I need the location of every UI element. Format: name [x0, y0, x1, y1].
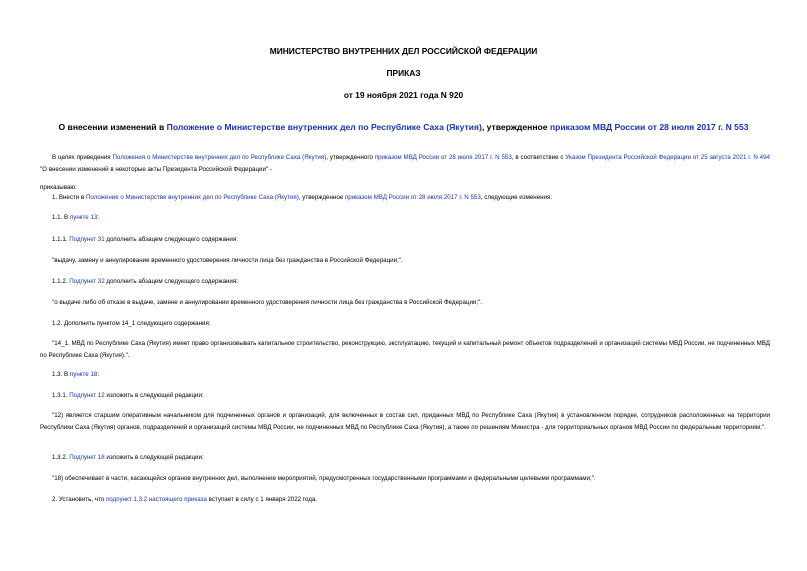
- item-1-1-1: [52, 234, 238, 246]
- item-1-1-text-2: :: [97, 214, 100, 221]
- item-2-link[interactable]: подпункт 1.3.2 настоящего приказа: [105, 496, 207, 503]
- item-1-1-2-text-2: дополнить абзацем следующего содержания:: [104, 278, 238, 285]
- ministry-heading: МИНИСТЕРСТВО ВНУТРЕННИХ ДЕЛ РОССИЙСКОЙ ФЕДЕРАЦИИ: [269, 46, 538, 56]
- item-1-1: [52, 212, 99, 224]
- item-1-3-2-link[interactable]: Подпункт 18: [69, 454, 105, 461]
- item-1-link-regulation[interactable]: Положение о Министерстве внутренних дел по Республике Саха (Якутия): [85, 194, 299, 201]
- item-1-1-1-text-2: дополнить абзацем следующего содержания:: [104, 236, 238, 243]
- preamble-link-order[interactable]: приказом МВД России от 28 июля 2017 г. N 553: [374, 154, 512, 161]
- item-1-3-2-text-1: 1.3.2.: [52, 454, 70, 461]
- item-1-1-2: [52, 276, 238, 288]
- item-1-3-1: [52, 390, 204, 402]
- item-2-text-2: вступает в силу с 1 января 2022 года.: [206, 496, 317, 503]
- orders-line: приказываю:: [40, 184, 77, 191]
- item-1-3: [52, 369, 99, 381]
- item-1-3-1-text-1: 1.3.1.: [52, 392, 70, 399]
- doc-type-heading: ПРИКАЗ: [386, 68, 421, 78]
- item-1-2: 1.2. Дополнить пунктом 14_1 следующего содержания:: [52, 320, 211, 327]
- item-1-3-text-2: :: [97, 371, 100, 378]
- preamble-text-2: , утвержденного: [326, 154, 375, 161]
- item-1-text-2: , утвержденное: [298, 194, 345, 201]
- item-1-text-1: 1. Внести в: [52, 194, 86, 201]
- quote-2: "о выдаче либо об отказе в выдаче, замене и аннулировании временного удостоверения личности лица без гражданства в Российской Федерации;".: [52, 299, 482, 306]
- item-1-1-text-1: 1.1. В: [52, 214, 70, 221]
- item-1-text-3: , следующие изменения:: [480, 194, 553, 201]
- title-link-order[interactable]: приказом МВД России от 28 июля 2017 г. N 553: [549, 122, 749, 132]
- item-2-text-1: 2. Установить, что: [52, 496, 106, 503]
- item-1: [52, 192, 552, 204]
- quote-4: "12) является старшим оперативным начальником для подчиненных органов и организаций, для включенных в состав сил, приданных МВД по Республике Саха (Якутия) в установленном порядке, сотрудников расположенных на территории Республики Саха (Якутия) органов, подразделений и организаций системы МВД России, не подчиненных МВД по Республике Саха (Якутия), а также по решениям Министра - для территориальных органов МВД России по федеральным территориям;".: [40, 412, 770, 431]
- document-title: [0, 122, 807, 132]
- item-1-1-link[interactable]: пункте 13: [69, 214, 98, 221]
- preamble-text-4: "О внесении изменений в некоторые акты Президента Российской Федерации" -: [40, 165, 272, 173]
- preamble-link-regulation[interactable]: Положения о Министерстве внутренних дел по Республике Саха (Якутия): [112, 154, 327, 161]
- item-1-3-link[interactable]: пункте 18: [69, 371, 98, 378]
- quote-3: "14_1. МВД по Республике Саха (Якутия) имеет право организовывать капитальное строительство, реконструкцию, эксплуатацию, текущий и капитальный ремонт объектов подразделений и организаций системы МВД России, не подчиненных МВД по Республике Саха (Якутия).".: [40, 340, 770, 359]
- item-1-link-order[interactable]: приказом МВД России от 28 июля 2017 г. N 553: [344, 194, 481, 201]
- item-1-1-2-text-1: 1.1.2.: [52, 278, 70, 285]
- title-link-regulation[interactable]: Положение о Министерстве внутренних дел по Республике Саха (Якутия): [166, 122, 482, 132]
- quote-5: "18) обеспечивает в части, касающейся органов внутренних дел, выполнение мероприятий, предусмотренных государственными программами и федеральными целевыми программами;".: [52, 475, 596, 482]
- item-1-1-1-link[interactable]: Подпункт 31: [69, 236, 105, 243]
- title-prefix: О внесении изменений в: [58, 122, 167, 132]
- preamble-text-3: , в соответствие с: [511, 154, 566, 161]
- item-1-3-1-link[interactable]: Подпункт 12: [69, 392, 105, 399]
- item-2: [52, 494, 317, 506]
- preamble-paragraph: [40, 152, 770, 175]
- item-1-3-2: [52, 452, 204, 464]
- date-heading: от 19 ноября 2021 года N 920: [343, 90, 464, 100]
- title-middle: , утвержденное: [481, 122, 550, 132]
- item-1-1-1-text-1: 1.1.1.: [52, 236, 70, 243]
- item-1-3-1-text-2: изложить в следующей редакции:: [104, 392, 204, 399]
- quote-1: "выдачу, замену и аннулирование временного удостоверения личности лица без гражданства в Российской Федерации;".: [52, 257, 403, 264]
- preamble-text-1: В целях приведения: [52, 154, 113, 161]
- item-1-3-2-text-2: изложить в следующей редакции:: [104, 454, 204, 461]
- preamble-link-decree[interactable]: Указом Президента Российской Федерации от 25 августа 2021 г. N 494: [565, 154, 770, 161]
- item-1-1-2-link[interactable]: Подпункт 32: [69, 278, 105, 285]
- item-1-3-text-1: 1.3. В: [52, 371, 70, 378]
